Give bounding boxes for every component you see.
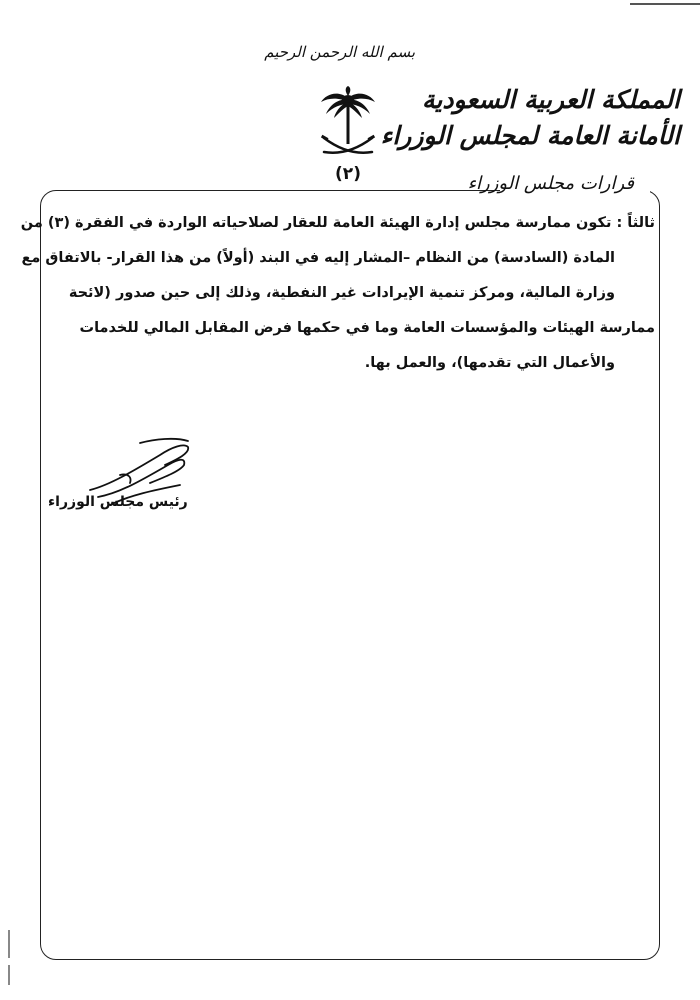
basmala: بسم الله الرحمن الرحيم: [264, 43, 415, 61]
signatory-title: رئيس مجلس الوزراء: [48, 494, 188, 510]
clause-line: ثالثاً : تكون ممارسة مجلس إدارة الهيئة العامة للعقار لصلاحياته الواردة في الفقرة (٣) من: [20, 215, 655, 231]
kingdom-name: المملكة العربية السعودية: [421, 85, 680, 114]
clause-line: المادة (السادسة) من النظام –المشار إليه في البند (أولاً) من هذا القرار- بالاتفاق مع: [21, 250, 615, 266]
secretariat-name: الأمانة العامة لمجلس الوزراء: [380, 121, 680, 150]
margin-mark: [8, 965, 10, 985]
palm-swords-emblem: [318, 86, 378, 166]
margin-mark: [8, 930, 10, 958]
clause-line: وزارة المالية، ومركز تنمية الإيرادات غير النفطية، وذلك إلى حين صدور (لائحة: [68, 285, 615, 301]
decision-clause-text: [20, 206, 655, 381]
decisions-title: قرارات مجلس الوزراء: [467, 173, 634, 194]
letterhead: [380, 82, 680, 154]
page-number: (٢): [335, 164, 361, 184]
top-rule: [630, 3, 700, 5]
clause-line: ممارسة الهيئات والمؤسسات العامة وما في حكمها فرض المقابل المالي للخدمات: [79, 320, 655, 336]
clause-line: والأعمال التي تقدمها)، والعمل بها.: [364, 355, 615, 371]
